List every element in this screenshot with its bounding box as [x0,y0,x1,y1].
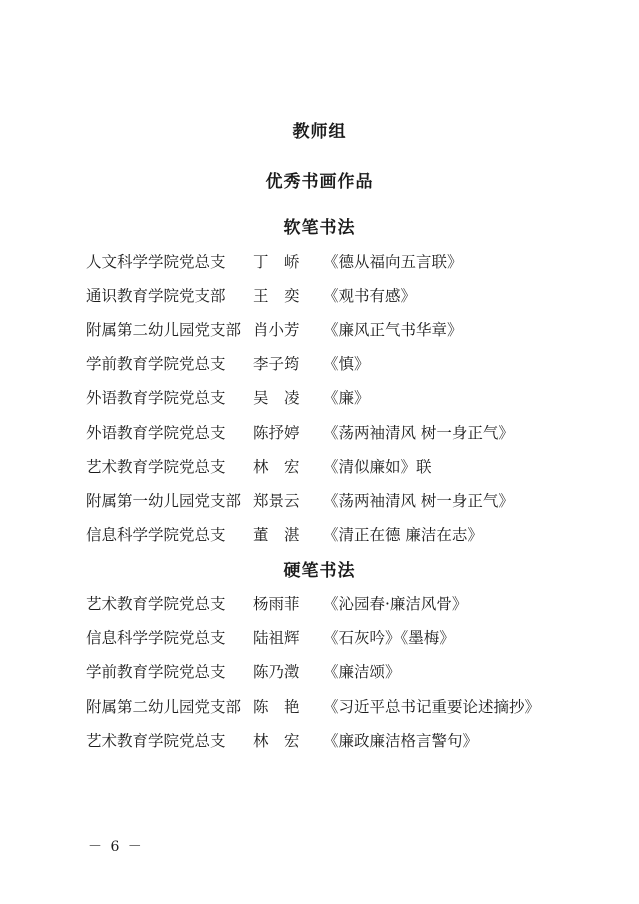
entry-work: 《清正在德 廉洁在志》 [323,526,483,544]
entry-unit: 附属第一幼儿园党支部 [86,492,242,510]
entry-unit: 学前教育学院党总支 [86,355,226,373]
entry-unit: 艺术教育学院党总支 [86,458,226,476]
entry-name: 陆祖辉 [253,629,300,647]
entry-name: 董 湛 [253,526,300,544]
entry-unit: 学前教育学院党总支 [86,663,226,681]
entry-name: 王 奕 [253,287,300,305]
entry-name: 林 宏 [253,458,300,476]
group-heading: 教师组 [292,122,347,142]
entry-work: 《清似廉如》联 [323,458,432,476]
page-number: － 6 － [88,839,144,855]
entry-name: 郑景云 [253,492,300,510]
entry-unit: 人文科学学院党总支 [86,253,226,271]
entry-unit: 附属第二幼儿园党支部 [86,698,242,716]
entry-work: 《廉》 [323,389,370,407]
entry-work: 《沁园春·廉洁风骨》 [323,595,468,613]
entry-name: 陈 艳 [253,698,300,716]
entry-name: 陈抒婷 [253,424,300,442]
entry-name: 杨雨菲 [253,595,300,613]
entry-name: 陈乃澂 [253,663,300,681]
entry-unit: 信息科学学院党总支 [86,526,226,544]
entry-unit: 外语教育学院党总支 [86,424,226,442]
entry-name: 丁 峤 [253,253,300,271]
entry-work: 《石灰吟》《墨梅》 [323,629,455,647]
entry-work: 《荡两袖清风 树一身正气》 [323,492,514,510]
entry-work: 《德从福向五言联》 [323,253,463,271]
entry-work: 《观书有感》 [323,287,417,305]
entry-unit: 艺术教育学院党总支 [86,732,226,750]
entry-unit: 艺术教育学院党总支 [86,595,226,613]
entry-unit: 信息科学学院党总支 [86,629,226,647]
entry-work: 《廉政廉洁格言警句》 [323,732,479,750]
entry-work: 《习近平总书记重要论述摘抄》 [323,698,541,716]
entry-work: 《荡两袖清风 树一身正气》 [323,424,514,442]
hard-calligraphy-heading: 硬笔书法 [283,561,356,581]
entry-unit: 外语教育学院党总支 [86,389,226,407]
entry-work: 《廉风正气书华章》 [323,321,463,339]
entry-work: 《慎》 [323,355,370,373]
soft-calligraphy-heading: 软笔书法 [283,218,356,238]
entry-unit: 通识教育学院党支部 [86,287,226,305]
award-heading: 优秀书画作品 [265,172,374,192]
entry-name: 李子筠 [253,355,300,373]
entry-name: 林 宏 [253,732,300,750]
entry-unit: 附属第二幼儿园党支部 [86,321,242,339]
entry-name: 吴 凌 [253,389,300,407]
entry-name: 肖小芳 [253,321,300,339]
entry-work: 《廉洁颂》 [323,663,401,681]
